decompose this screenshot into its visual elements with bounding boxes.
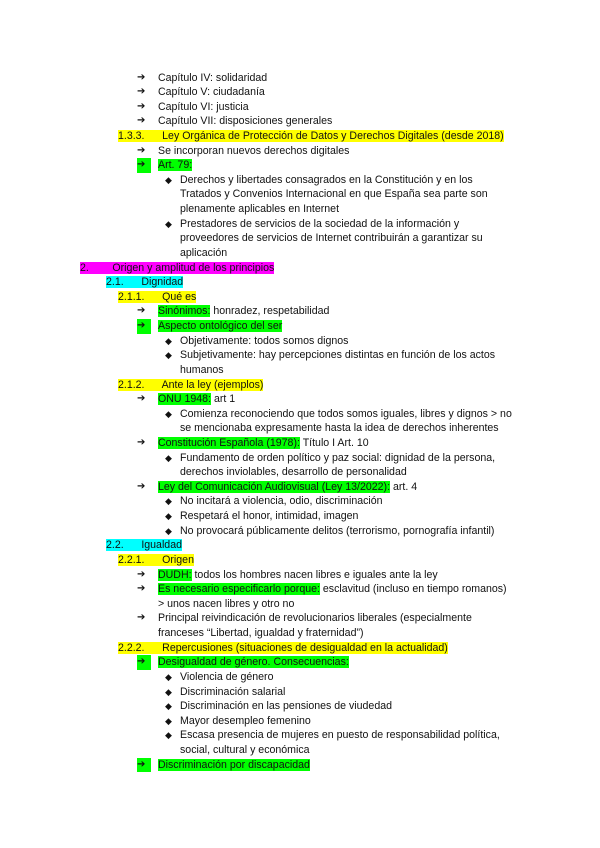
text-span: Discriminación salarial — [180, 685, 286, 698]
highlighted-text: Ley del Comunicación Audiovisual (Ley 13/2022): — [158, 480, 391, 493]
arrow-bullet-icon: ➔ — [137, 655, 151, 670]
line-text — [180, 407, 512, 422]
arrow-bullet-icon: ➔ — [137, 437, 146, 448]
text-span: Respetará el honor, intimidad, imagen — [180, 510, 359, 523]
line-text — [180, 494, 383, 509]
line-text — [180, 217, 459, 232]
line-text — [158, 655, 349, 670]
highlighted-text: 2.2.2. Repercusiones (situaciones de desigualdad en la actualidad) — [118, 641, 448, 654]
line-text — [158, 114, 332, 129]
document-line — [0, 758, 600, 773]
diamond-bullet-icon: ◆ — [165, 496, 172, 507]
diamond-bullet-icon: ◆ — [165, 686, 172, 697]
line-text — [180, 728, 500, 743]
document-line — [0, 568, 600, 583]
document-line — [0, 187, 600, 202]
text-span: derechos inviolables, desarrollo de personalidad — [180, 466, 407, 479]
arrow-bullet-icon: ➔ — [137, 568, 146, 580]
line-text — [180, 231, 483, 246]
arrow-bullet-icon: ➔ — [137, 612, 146, 624]
text-span: humanos — [180, 363, 224, 376]
highlighted-text: 2.1.1. Qué es — [118, 290, 197, 303]
document-line — [0, 261, 600, 276]
document-line — [0, 348, 600, 363]
line-text — [158, 304, 329, 319]
text-span: Subjetivamente: hay percepciones distintas en función de los actos — [180, 349, 496, 362]
line-text — [158, 568, 438, 583]
text-span: Capítulo V: ciudadanía — [158, 86, 265, 99]
line-text — [158, 582, 507, 597]
document-line — [0, 451, 600, 466]
text-span: Prestadores de servicios de la sociedad de la información y — [180, 217, 460, 230]
arrow-bullet-icon: ➔ — [137, 100, 146, 112]
line-text — [180, 699, 392, 714]
diamond-bullet-icon: ◆ — [165, 335, 172, 346]
document-line — [0, 714, 600, 729]
arrow-bullet-icon: ➔ — [137, 319, 151, 334]
text-span: esclavitud (incluso en tiempo romanos) — [319, 583, 507, 596]
highlighted-text: 2.2.1. Origen — [118, 553, 194, 566]
line-text — [180, 524, 494, 539]
line-text — [180, 246, 227, 261]
line-text — [180, 714, 311, 729]
document-line — [0, 436, 600, 451]
arrow-bullet-icon: ➔ — [137, 583, 146, 595]
line-text — [158, 100, 249, 115]
highlighted-text: DUDH: — [158, 568, 192, 581]
document-line — [0, 144, 600, 159]
arrow-bullet-icon: ➔ — [137, 758, 151, 773]
document-line — [0, 626, 600, 641]
text-span: No incitará a violencia, odio, discriminación — [180, 495, 383, 508]
document-line — [0, 378, 600, 393]
diamond-bullet-icon: ◆ — [165, 174, 172, 185]
diamond-bullet-icon: ◆ — [165, 218, 172, 229]
arrow-bullet-icon: ➔ — [137, 158, 151, 173]
document-line — [0, 699, 600, 714]
document-line — [0, 670, 600, 685]
highlighted-text: Aspecto ontológico del ser — [158, 320, 283, 333]
document-line — [0, 480, 600, 495]
document-line — [0, 202, 600, 217]
text-span: Objetivamente: todos somos dignos — [180, 334, 349, 347]
line-text — [106, 275, 183, 290]
line-text — [180, 187, 488, 202]
line-text — [180, 670, 273, 685]
highlighted-text: 2.1.2. Ante la ley (ejemplos) — [118, 378, 264, 391]
line-text — [158, 158, 192, 173]
text-span: Escasa presencia de mujeres en puesto de responsabilidad política, — [180, 729, 500, 742]
line-text — [180, 465, 407, 480]
diamond-bullet-icon: ◆ — [165, 408, 172, 419]
document-line — [0, 231, 600, 246]
line-text — [118, 378, 263, 393]
text-span: proveedores de servicios de Internet contribuirán a garantizar su — [180, 232, 483, 245]
diamond-bullet-icon: ◆ — [165, 525, 172, 536]
text-span: Principal reivindicación de revolucionarios liberales (especialmente — [158, 612, 472, 625]
highlighted-text: Art. 79: — [158, 159, 193, 172]
text-span: Discriminación en las pensiones de viudedad — [180, 700, 392, 713]
text-span: aplicación — [180, 246, 228, 259]
document-line — [0, 363, 600, 378]
line-text — [158, 626, 364, 641]
highlighted-text: Desigualdad de género. Consecuencias: — [158, 656, 349, 669]
highlighted-text: Es necesario especificarlo porque: — [158, 583, 320, 596]
document-line — [0, 290, 600, 305]
arrow-bullet-icon: ➔ — [137, 305, 146, 317]
text-span: art 1 — [211, 393, 236, 406]
document-line — [0, 655, 600, 670]
line-text — [180, 202, 339, 217]
text-span: Capítulo VII: disposiciones generales — [158, 115, 333, 128]
line-text — [158, 758, 310, 773]
text-span: Comienza reconociendo que todos somos iguales, libres y dignos > no — [180, 407, 512, 420]
document-line — [0, 582, 600, 597]
text-span: franceses “Libertad, igualdad y fraternidad”) — [158, 627, 364, 640]
diamond-bullet-icon: ◆ — [165, 671, 172, 682]
diamond-bullet-icon: ◆ — [165, 350, 172, 361]
highlighted-text: 2. Origen y amplitud de los principios — [80, 261, 275, 274]
document-line — [0, 728, 600, 743]
document-line — [0, 685, 600, 700]
line-text — [180, 421, 499, 436]
document-line — [0, 553, 600, 568]
document-line — [0, 421, 600, 436]
text-span: art. 4 — [390, 480, 418, 493]
line-text — [158, 597, 294, 612]
line-text — [180, 334, 348, 349]
line-text — [158, 319, 282, 334]
document-line — [0, 334, 600, 349]
arrow-bullet-icon: ➔ — [137, 71, 146, 83]
document-line — [0, 641, 600, 656]
line-text — [158, 480, 417, 495]
text-span: Mayor desempleo femenino — [180, 714, 311, 727]
text-span: Derechos y libertades consagrados en la Constitución y en los — [180, 173, 473, 186]
document-line — [0, 85, 600, 100]
arrow-bullet-icon: ➔ — [137, 115, 146, 127]
line-text — [180, 363, 224, 378]
document-line — [0, 509, 600, 524]
line-text — [106, 538, 182, 553]
text-span: plenamente aplicables en Internet — [180, 203, 340, 216]
highlighted-text: Constitución Española (1978): — [158, 437, 300, 449]
document-line — [0, 246, 600, 261]
text-span: social, cultural y económica — [180, 744, 310, 757]
document-line — [0, 275, 600, 290]
diamond-bullet-icon: ◆ — [165, 701, 172, 712]
highlighted-text: Discriminación por discapacidad — [158, 758, 310, 771]
line-text — [158, 71, 267, 86]
arrow-bullet-icon: ➔ — [137, 144, 146, 156]
text-span: se mencionaba expresamente hasta la idea de derechos inherentes — [180, 422, 499, 435]
document-line — [0, 392, 600, 407]
highlighted-text: Sinónimos: — [158, 305, 211, 318]
line-text — [158, 392, 235, 407]
highlighted-text: ONU 1948: — [158, 393, 211, 406]
line-text — [180, 509, 358, 524]
line-text — [180, 451, 495, 466]
text-span: todos los hombres nacen libres e iguales ante la ley — [191, 568, 438, 581]
text-span: Violencia de género — [180, 670, 274, 683]
line-text — [118, 129, 504, 144]
document-line — [0, 114, 600, 129]
line-text — [158, 436, 369, 451]
text-span: honradez, respetabilidad — [210, 305, 330, 318]
document-line — [0, 494, 600, 509]
document-line — [0, 743, 600, 758]
document-line — [0, 158, 600, 173]
line-text — [118, 641, 448, 656]
text-span: Título I Art. 10 — [299, 437, 369, 449]
line-text — [80, 261, 274, 276]
highlighted-text: 2.1. Dignidad — [106, 276, 184, 289]
diamond-bullet-icon: ◆ — [165, 511, 172, 522]
text-span: No provocará públicamente delitos (terrorismo, pornografía infantil) — [180, 524, 495, 537]
arrow-bullet-icon: ➔ — [137, 393, 146, 405]
highlighted-text: 2.2. Igualdad — [106, 539, 182, 552]
text-span: Capítulo IV: solidaridad — [158, 71, 268, 84]
document-line — [0, 319, 600, 334]
line-text — [180, 348, 495, 363]
text-span: Capítulo VI: justicia — [158, 100, 249, 113]
arrow-bullet-icon: ➔ — [137, 86, 146, 98]
line-text — [180, 743, 310, 758]
document-line — [0, 173, 600, 188]
document-line — [0, 524, 600, 539]
document-line — [0, 100, 600, 115]
document-line — [0, 597, 600, 612]
line-text — [158, 611, 472, 626]
document-line — [0, 538, 600, 553]
line-text — [158, 85, 265, 100]
highlighted-text: 1.3.3. Ley Orgánica de Protección de Datos y Derechos Digitales (desde 2018) — [118, 129, 504, 142]
document-line — [0, 217, 600, 232]
document-line — [0, 304, 600, 319]
text-span: > unos nacen libres y otro no — [158, 597, 295, 610]
diamond-bullet-icon: ◆ — [165, 715, 172, 726]
line-text — [118, 553, 194, 568]
document-line — [0, 71, 600, 86]
text-span: Se incorporan nuevos derechos digitales — [158, 144, 350, 157]
line-text — [180, 685, 285, 700]
diamond-bullet-icon: ◆ — [165, 452, 172, 463]
text-span: Tratados y Convenios Internacional en que España sea parte son — [180, 188, 488, 201]
text-span: Fundamento de orden político y paz social: dignidad de la persona, — [180, 451, 496, 464]
arrow-bullet-icon: ➔ — [137, 480, 146, 492]
line-text — [180, 173, 473, 188]
document-line — [0, 129, 600, 144]
line-text — [158, 144, 349, 159]
diamond-bullet-icon: ◆ — [165, 730, 172, 741]
document-line — [0, 465, 600, 480]
document-line — [0, 611, 600, 626]
line-text — [118, 290, 196, 305]
document-line — [0, 407, 600, 422]
